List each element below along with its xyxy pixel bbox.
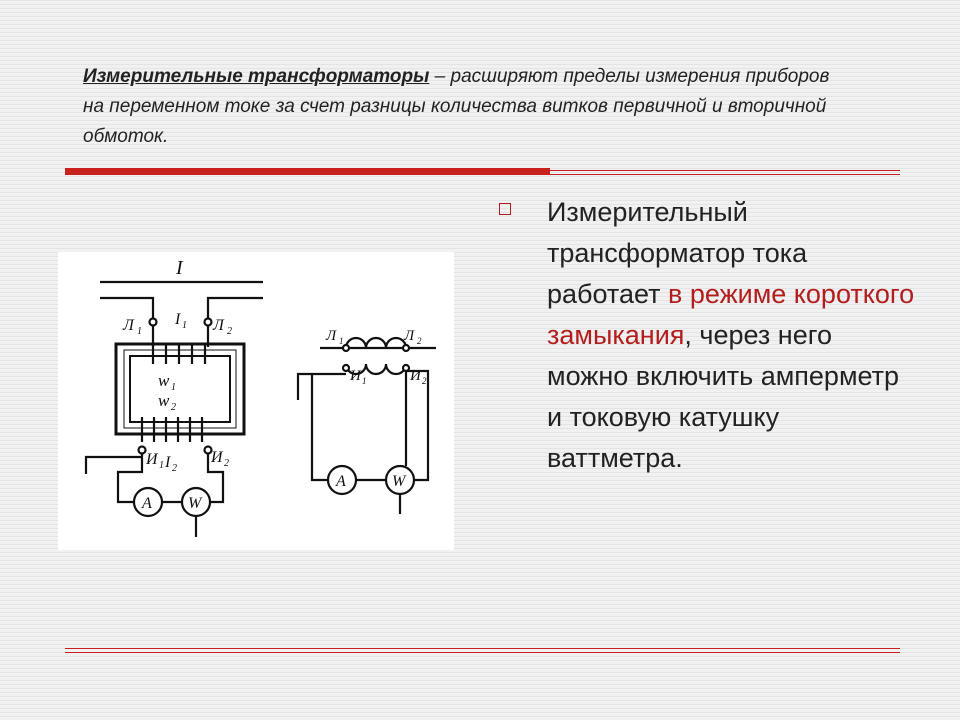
wattmeter-left-label: W	[188, 495, 202, 512]
bullet-text-part1: Измерительный трансформатор тока работает	[547, 197, 808, 309]
schem-l1: Л	[326, 328, 337, 344]
terminal-i1	[139, 447, 146, 454]
schem-i2: И	[410, 368, 421, 384]
label-l1: Л	[123, 317, 134, 334]
label-w1-sub: 1	[171, 382, 176, 393]
title-rest: – расширяют пределы измерения приборов на переменном токе за счет разницы количества витков первичной и вторичной обмоток.	[83, 66, 830, 147]
label-s-i2: И	[211, 449, 223, 466]
svg-text:1: 1	[339, 336, 344, 346]
label-w1: w	[158, 371, 170, 390]
svg-text:2: 2	[417, 336, 422, 346]
schematic-primary-coil	[346, 338, 406, 348]
label-i1: I	[175, 311, 181, 328]
bullet-square-icon	[499, 203, 511, 215]
schem-l2: Л	[404, 328, 415, 344]
footer-divider-2	[65, 652, 900, 653]
schem-i1: И	[350, 368, 361, 384]
transformer-diagram	[58, 252, 454, 550]
svg-text:1: 1	[362, 376, 367, 386]
wattmeter-right-label: W	[392, 473, 406, 490]
label-l2-sub: 2	[227, 326, 232, 337]
slide-title	[83, 62, 843, 152]
core-inner	[130, 356, 230, 422]
bullet-text-part2: , через него можно включить амперметр и токовую катушку ваттметра.	[547, 320, 900, 473]
svg-text:1: 1	[159, 460, 164, 471]
footer-divider	[65, 648, 900, 649]
label-w2: w	[158, 391, 170, 410]
label-w2-sub: 2	[171, 402, 176, 413]
ammeter-right-label: A	[336, 473, 346, 490]
svg-text:2: 2	[224, 458, 229, 469]
label-s-i1: И	[146, 451, 158, 468]
terminal-l2	[205, 319, 212, 326]
current-label: I	[176, 257, 183, 279]
title-term: Измерительные трансформаторы	[83, 66, 430, 87]
title-divider-thin-2	[550, 174, 900, 175]
label-i1-sub: 1	[182, 320, 187, 331]
ammeter-left-label: A	[142, 495, 152, 512]
svg-text:2: 2	[172, 463, 177, 474]
label-l2: Л	[213, 317, 224, 334]
label-s-I2: I	[165, 454, 171, 471]
bullet-text-highlight: в режиме короткого замыкания	[547, 279, 915, 350]
svg-text:2: 2	[422, 376, 427, 386]
bullet-text	[547, 192, 917, 479]
title-divider-thin	[550, 170, 900, 171]
terminal-l1	[150, 319, 157, 326]
schematic-ground	[298, 374, 346, 400]
title-divider-thick	[65, 168, 550, 175]
label-l1-sub: 1	[137, 326, 142, 337]
